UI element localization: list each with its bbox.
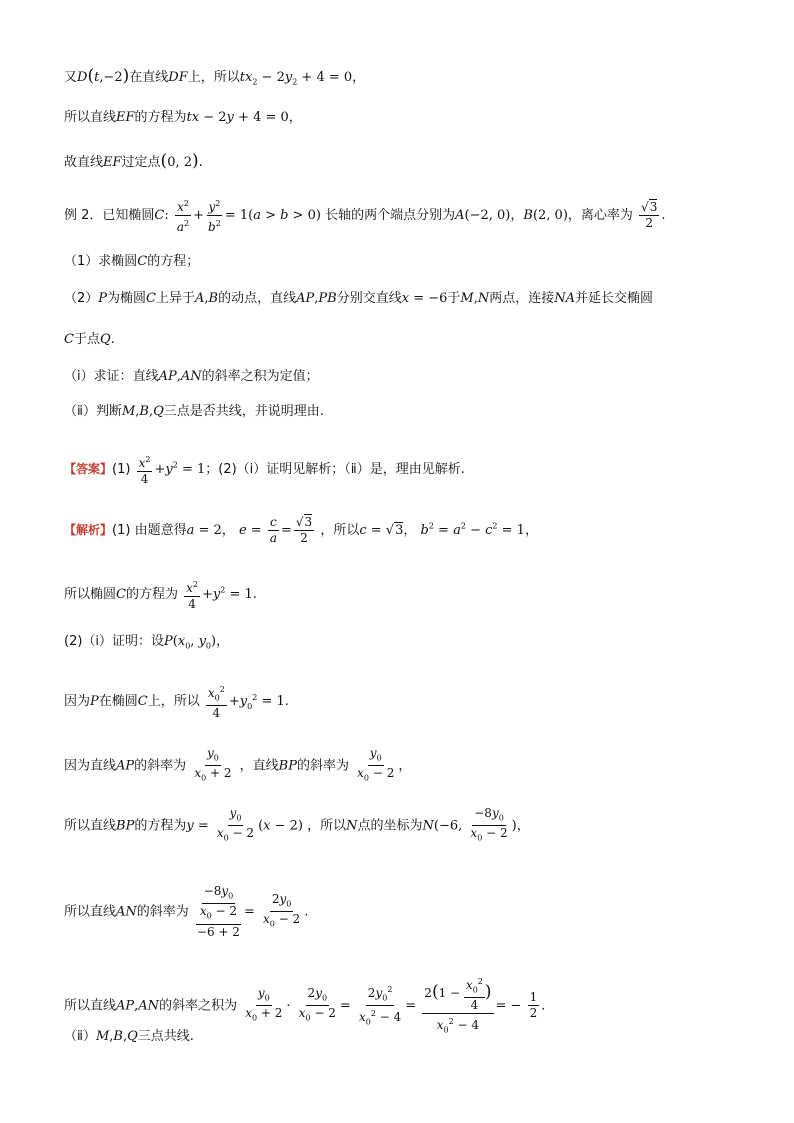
question-1: （1）求椭圆C的方程； [64,254,200,269]
question-2-i: （ⅰ）求证：直线AP,AN的斜率之积为定值； [64,369,319,384]
question-2-cont: C于点Q. [64,332,115,347]
solution-line-5: 因为直线AP的斜率为 $\frac{y_0}{x_0 + 2}$ ，直线BP的斜率为 $\frac{y_0}{x_0 - 2}$ ， [64,746,412,783]
solution-line-7: 所以直线AN的斜率为 $\frac{\frac{-8y_0}{x_0 - 2}}{-6 + 2}$ = $\frac{2y_0}{x_0 - 2}$ . [64,884,309,939]
solution-line-9: （ⅱ）M,B,Q三点共线. [64,1029,194,1044]
example-2: 例 2．已知椭圆C: $\frac{x^2}{a^2}$ + $\frac{y^2}{b^2}$ = 1(a > b > 0) 长轴的两个端点分别为A(−2, 0)，B(2, 0)，离心率为 $\frac{√3}{2}$ . [64,196,665,235]
line-2: 所以直线EF的方程为tx − 2y + 4 = 0， [64,110,302,125]
solution-line-6: 所以直线BP的方程为y = $\frac{y_0}{x_0 - 2}$ (x − 2) ，所以N点的坐标为N(−6, $\frac{-8y_0}{x_0 - 2}$ )， [64,806,530,843]
solution-line-3: (2)（ⅰ）证明：设$P(x_0$, $y_0$)， [64,634,230,651]
solution-line-1: 【解析】(1) 由题意得a = 2， e = $\frac{c}{a}$ = $\frac{√3}{2}$ ，所以c = √3， $b^2 = a^2 - c^2 = 1$， [64,515,538,545]
answer-line: 【答案】(1) $\frac{x^2}{4}$ $+y^2 = 1$；(2)（ⅰ）证明见解析；（ⅱ）是，理由见解析. [64,452,465,487]
answer-tag: 【答案】 [64,462,113,476]
line-3: 故直线EF过定点(0, 2). [64,151,203,171]
line-1: 又D(t,−2)在直线DF上，所以$tx_2 - 2y_2 + 4 = 0$， [64,66,366,87]
solution-line-2: 所以椭圆C的方程为 $\frac{x^2}{4}$ $+y^2 = 1$. [64,577,257,612]
solution-tag: 【解析】 [64,523,113,537]
solution-line-8: 所以直线AP,AN的斜率之积为 $\frac{y_0}{x_0 + 2}$ · $\frac{2y_0}{x_0 - 2}$ = $\frac{2y_0^2}{x_0^2 - 4}$ = 2(1 − $\frac{x_0^2}{4}$ ) $x_0^2 - 4$ = − $\frac{1}{2}$ . [64,974,545,1038]
solution-line-4: 因为P在椭圆C上，所以 $\frac{x_0^2}{4}$ $+y_0^2 = 1$. [64,682,289,721]
question-2-ii: （ⅱ）判断M,B,Q三点是否共线，并说明理由. [64,404,324,419]
question-2: （2）P为椭圆C上异于A,B的动点，直线AP,PB分别交直线x = −6于M,N两点，连接NA并延长交椭圆 [64,291,654,306]
